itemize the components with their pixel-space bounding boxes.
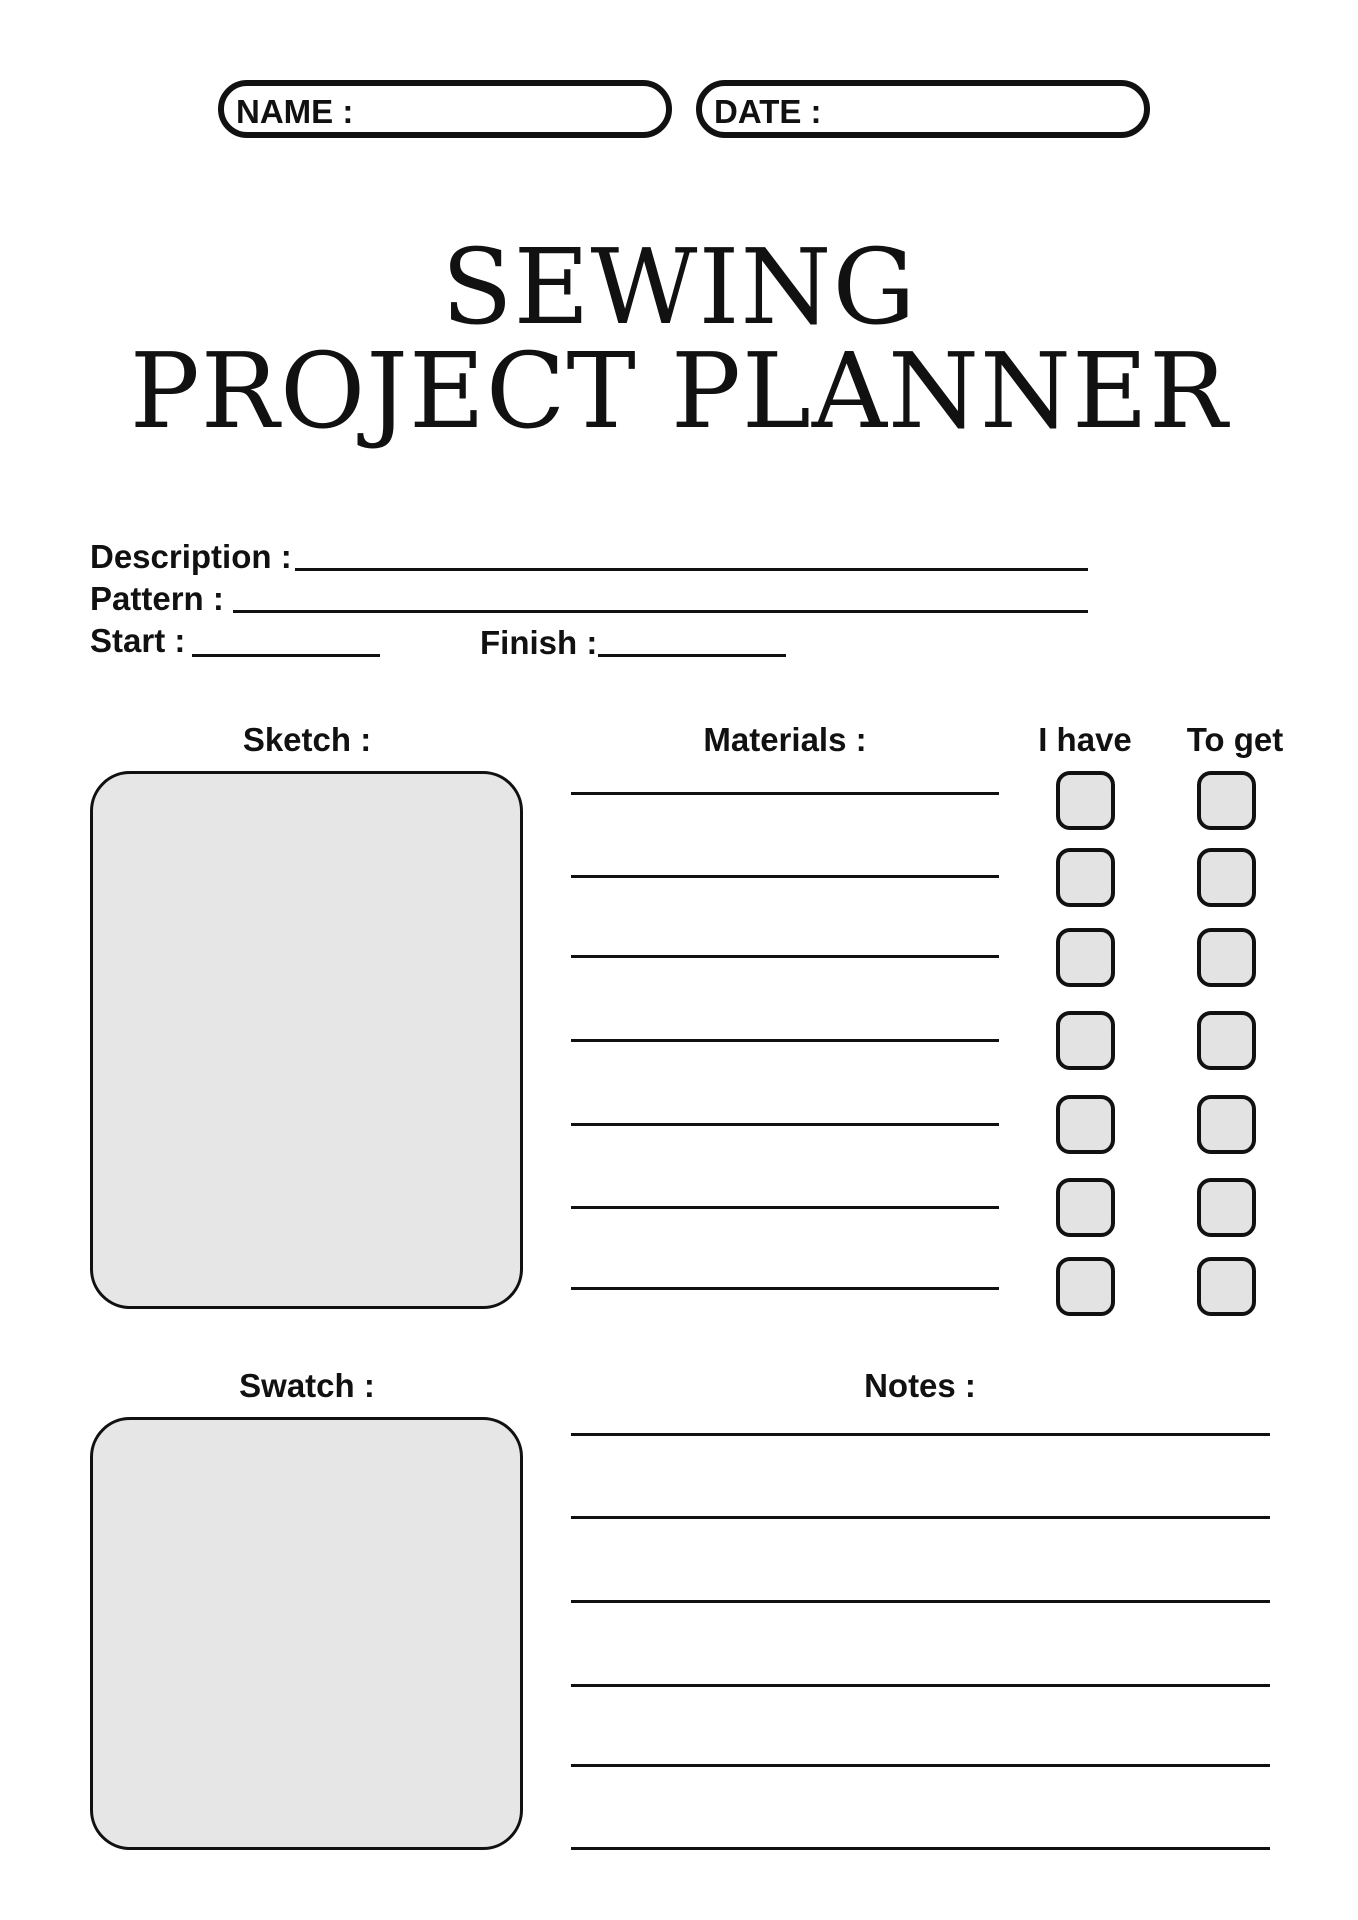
notes-line[interactable]: [571, 1600, 1270, 1603]
i-have-label: I have: [1038, 721, 1132, 758]
to-get-checkbox[interactable]: [1197, 1095, 1256, 1154]
notes-line[interactable]: [571, 1684, 1270, 1687]
finish-label: Finish :: [480, 624, 598, 661]
i-have-checkbox[interactable]: [1056, 928, 1115, 987]
notes-line[interactable]: [571, 1847, 1270, 1850]
to-get-checkbox[interactable]: [1197, 928, 1256, 987]
swatch-label: Swatch :: [239, 1367, 375, 1404]
to-get-checkbox[interactable]: [1197, 848, 1256, 907]
sketch-label: Sketch :: [242, 721, 372, 758]
page-title-line-1: SEWING: [441, 226, 917, 348]
sketch-box[interactable]: [90, 771, 523, 1309]
i-have-checkbox[interactable]: [1056, 1095, 1115, 1154]
pattern-line[interactable]: [233, 610, 1088, 613]
material-line[interactable]: [571, 1039, 999, 1042]
page-title-line-2: PROJECT PLANNER: [129, 330, 1229, 452]
name-label: NAME :: [236, 93, 354, 130]
notes-label: Notes :: [864, 1367, 976, 1404]
notes-line[interactable]: [571, 1764, 1270, 1767]
date-field[interactable]: [696, 80, 1150, 138]
i-have-checkbox[interactable]: [1056, 1011, 1115, 1070]
i-have-checkbox[interactable]: [1056, 1178, 1115, 1237]
to-get-checkbox[interactable]: [1197, 771, 1256, 830]
i-have-checkbox[interactable]: [1056, 848, 1115, 907]
start-label: Start :: [90, 622, 186, 659]
to-get-checkbox[interactable]: [1197, 1257, 1256, 1316]
pattern-label: Pattern :: [90, 580, 224, 617]
description-line[interactable]: [295, 568, 1088, 571]
finish-line[interactable]: [598, 654, 786, 657]
material-line[interactable]: [571, 1287, 999, 1290]
swatch-box[interactable]: [90, 1417, 523, 1850]
to-get-checkbox[interactable]: [1197, 1178, 1256, 1237]
i-have-checkbox[interactable]: [1056, 771, 1115, 830]
material-line[interactable]: [571, 1123, 999, 1126]
notes-line[interactable]: [571, 1433, 1270, 1436]
materials-label: Materials :: [703, 721, 867, 758]
material-line[interactable]: [571, 875, 999, 878]
date-label: DATE :: [714, 93, 822, 130]
to-get-checkbox[interactable]: [1197, 1011, 1256, 1070]
material-line[interactable]: [571, 1206, 999, 1209]
name-field[interactable]: [218, 80, 672, 138]
to-get-label: To get: [1186, 721, 1284, 758]
description-label: Description :: [90, 538, 292, 575]
start-line[interactable]: [192, 654, 380, 657]
material-line[interactable]: [571, 792, 999, 795]
material-line[interactable]: [571, 955, 999, 958]
notes-line[interactable]: [571, 1516, 1270, 1519]
i-have-checkbox[interactable]: [1056, 1257, 1115, 1316]
